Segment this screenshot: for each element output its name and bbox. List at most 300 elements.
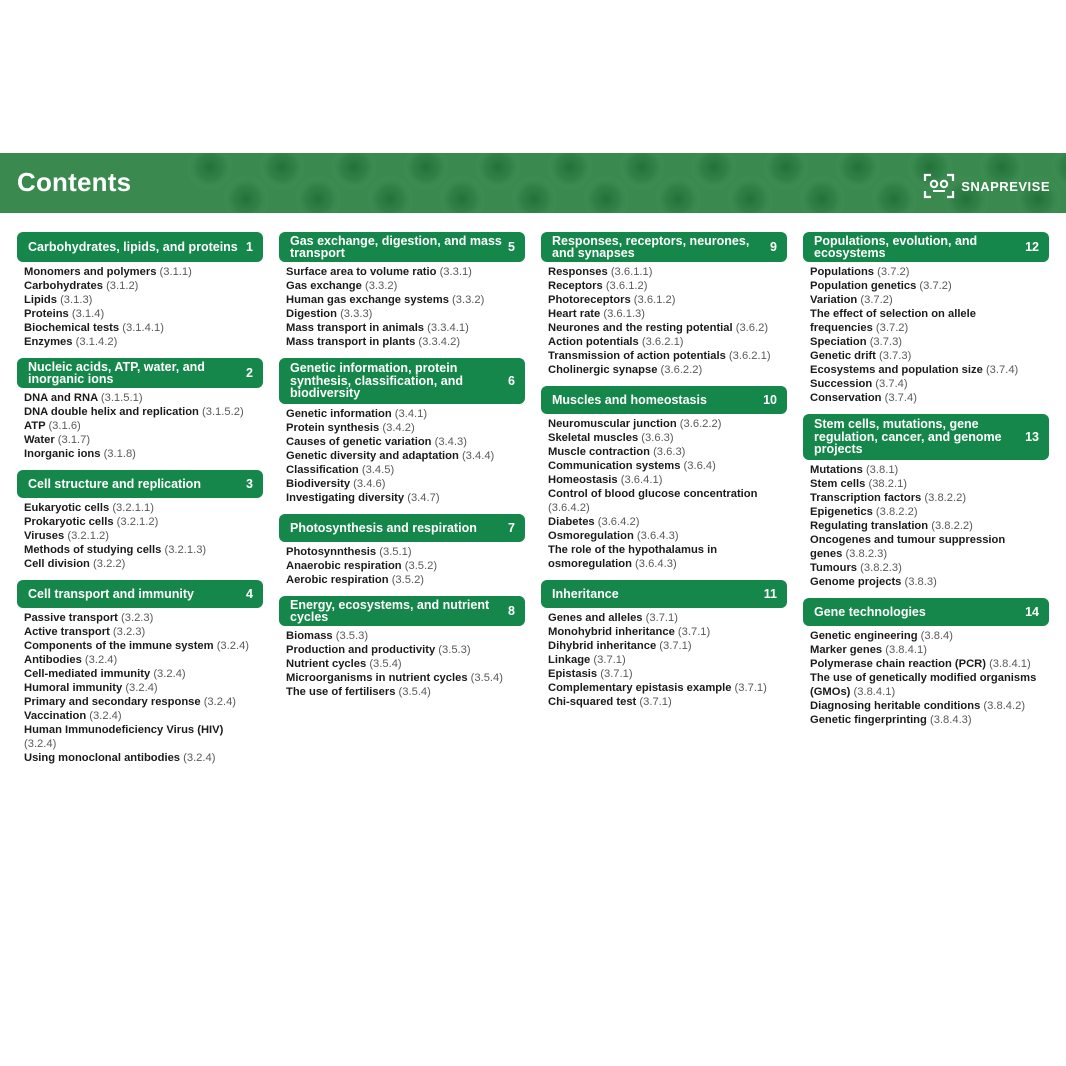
topic-list-item[interactable]: [548, 363, 787, 377]
topic-name: Chi-squared test: [548, 696, 637, 708]
topic-list-item[interactable]: [810, 713, 1049, 727]
topic-list-item[interactable]: [24, 625, 263, 639]
topic-name: ATP: [24, 420, 46, 432]
topic-list-item[interactable]: [24, 307, 263, 321]
spec-reference: (3.8.1): [865, 464, 899, 476]
spec-reference: (3.2.3): [112, 626, 146, 638]
topic-list-item[interactable]: [286, 421, 525, 435]
topic-name: Surface area to volume ratio: [286, 266, 437, 278]
spec-reference: (3.4.7): [407, 492, 440, 504]
topic-list-item[interactable]: [286, 477, 525, 491]
spec-reference: (3.5.4): [470, 672, 503, 684]
topic-name: Aerobic respiration: [286, 574, 389, 586]
spec-reference: (3.7.1): [600, 668, 633, 680]
topic-name: Vaccination: [24, 710, 87, 722]
chapter-title: Gene technologies: [814, 604, 926, 619]
spec-reference: (3.8.2.3): [845, 548, 888, 560]
topic-list-item[interactable]: [286, 435, 525, 449]
chapter-page-number: 7: [508, 521, 515, 535]
topic-list-item[interactable]: [286, 463, 525, 477]
chapter-header[interactable]: [803, 414, 1049, 460]
page-title: Contents: [17, 167, 132, 197]
contents-column-1: [17, 232, 263, 774]
spec-reference: (3.3.4.2): [418, 336, 461, 348]
chapter-page-number: 5: [508, 240, 515, 254]
topic-name: Methods of studying cells: [24, 544, 162, 556]
spec-reference: (3.6.1.3): [603, 308, 646, 320]
topic-name: Skeletal muscles: [548, 432, 639, 444]
chapter-title: Gas exchange, digestion, and mass transport: [290, 233, 502, 260]
topic-name: Epigenetics: [810, 506, 873, 518]
topic-name: Communication systems: [548, 460, 681, 472]
topic-name: Ecosystems and population size: [810, 364, 983, 376]
spec-reference: (3.7.1): [645, 612, 678, 624]
topic-name: Water: [24, 434, 55, 446]
topic-list-item[interactable]: [286, 629, 525, 643]
topic-name: Eukaryotic cells: [24, 502, 110, 514]
topic-name: Diabetes: [548, 516, 595, 528]
spec-reference: (3.8.2.3): [860, 562, 902, 574]
topic-list-item[interactable]: [286, 279, 525, 293]
chapter-page-number: 12: [1025, 240, 1039, 254]
topic-list-item[interactable]: [548, 265, 787, 279]
topic-list: [803, 629, 1049, 727]
spec-reference: (3.4.3): [434, 436, 467, 448]
topic-list: [541, 265, 787, 377]
topic-name: Stem cells: [810, 478, 866, 490]
topic-list-item[interactable]: [548, 279, 787, 293]
topic-name: Populations: [810, 266, 875, 278]
dot-pattern-decoration: [0, 153, 1066, 213]
topic-list-item[interactable]: [24, 265, 263, 279]
topic-list-item[interactable]: [24, 751, 263, 765]
topic-name: Homeostasis: [548, 474, 618, 486]
spec-reference: (3.6.2.2): [679, 418, 722, 430]
chapter-page-number: 6: [508, 374, 515, 388]
topic-list-item[interactable]: [286, 449, 525, 463]
topic-name: Mass transport in animals: [286, 322, 425, 334]
snaprevise-logo: [923, 173, 1050, 199]
topic-name: Responses: [548, 266, 608, 278]
topic-list-item[interactable]: [548, 335, 787, 349]
spec-reference: (3.7.2): [875, 322, 909, 334]
chapter-page-number: 2: [246, 366, 253, 380]
topic-list-item[interactable]: [548, 307, 787, 321]
chapter-page-number: 14: [1025, 605, 1039, 619]
topic-name: Digestion: [286, 308, 337, 320]
topic-name: Regulating translation: [810, 520, 929, 532]
chapter-section: [803, 414, 1049, 589]
topic-list-item[interactable]: [24, 433, 263, 447]
spec-reference: (3.7.1): [659, 640, 692, 652]
spec-reference: (3.6.4.2): [548, 502, 590, 514]
topic-list-item[interactable]: [286, 671, 514, 685]
spec-reference: (3.7.1): [593, 654, 626, 666]
topic-list-item[interactable]: [286, 685, 525, 699]
topic-list-item[interactable]: [548, 695, 787, 709]
chapter-section: [803, 232, 1049, 405]
topic-list-item[interactable]: [24, 321, 263, 335]
chapter-header[interactable]: [279, 596, 525, 626]
chapter-title: Cell structure and replication: [28, 476, 201, 491]
topic-list-item[interactable]: [548, 529, 787, 543]
topic-list: [17, 611, 263, 765]
spec-reference: (3.2.3): [121, 612, 154, 624]
topic-list: [279, 407, 525, 505]
chapter-header[interactable]: [279, 232, 525, 262]
spec-reference: (3.3.3): [340, 308, 373, 320]
chapter-section: [279, 596, 525, 699]
spec-reference: (3.6.2.1): [728, 350, 771, 362]
spec-reference: (3.7.1): [677, 626, 711, 638]
spec-reference: (3.6.1.2): [605, 280, 648, 292]
chapter-header[interactable]: [17, 580, 263, 608]
topic-name: Cholinergic synapse: [548, 364, 658, 376]
topic-list-item[interactable]: [810, 363, 1049, 377]
topic-list-item[interactable]: [286, 307, 525, 321]
chapter-section: [803, 598, 1049, 727]
topic-list-item[interactable]: [24, 293, 263, 307]
topic-name: Osmoregulation: [548, 530, 634, 542]
topic-list-item[interactable]: [24, 695, 263, 709]
spec-reference: (3.1.5.1): [100, 392, 143, 404]
topic-name: Gas exchange: [286, 280, 362, 292]
spec-reference: (3.1.8): [103, 448, 136, 460]
topic-list-item[interactable]: [810, 533, 1038, 561]
spec-reference: (3.1.4.1): [122, 322, 164, 334]
topic-list-item[interactable]: [286, 657, 525, 671]
topic-name: Diagnosing heritable conditions: [810, 700, 981, 712]
topic-list-item[interactable]: [810, 699, 1038, 713]
topic-list-item[interactable]: [548, 653, 787, 667]
topic-name: Action potentials: [548, 336, 639, 348]
spec-reference: (3.7.4): [985, 364, 1019, 376]
topic-list-item[interactable]: [548, 487, 776, 515]
spec-reference: (3.8.2.2): [924, 492, 967, 504]
chapter-page-number: 1: [246, 240, 253, 254]
topic-list-item[interactable]: [24, 639, 263, 653]
spec-reference: (3.2.4): [24, 738, 57, 750]
topic-list-item[interactable]: [810, 265, 1049, 279]
spec-reference: (3.3.2): [452, 294, 485, 306]
topic-list-item[interactable]: [286, 321, 525, 335]
topic-name: Primary and secondary response: [24, 696, 201, 708]
chapter-header[interactable]: [541, 386, 787, 414]
spec-reference: (3.5.4): [369, 658, 402, 670]
topic-list-item[interactable]: [24, 653, 263, 667]
topic-list-item[interactable]: [810, 335, 1049, 349]
chapter-title: Cell transport and immunity: [28, 586, 194, 601]
contents-column-4: [803, 232, 1049, 736]
spec-reference: (3.8.4.2): [983, 700, 1026, 712]
chapter-section: [279, 232, 525, 349]
chapter-title: Muscles and homeostasis: [552, 392, 707, 407]
chapter-section: [541, 580, 787, 709]
topic-name: Cell-mediated immunity: [24, 668, 151, 680]
topic-name: Lipids: [24, 294, 57, 306]
spec-reference: (3.6.1.1): [610, 266, 653, 278]
topic-list-item[interactable]: [810, 519, 1049, 533]
topic-name: The use of genetically modified organisms (GMOs): [810, 672, 1037, 698]
topic-list-item[interactable]: [548, 459, 787, 473]
spec-reference: (3.2.2): [93, 558, 126, 570]
contents-column-3: [541, 232, 787, 718]
topic-name: Viruses: [24, 530, 65, 542]
spec-reference: (3.7.4): [875, 378, 908, 390]
spec-reference: (3.4.2): [382, 422, 415, 434]
spec-reference: (3.8.4.3): [929, 714, 972, 726]
topic-list-item[interactable]: [810, 279, 1049, 293]
chapter-section: [541, 386, 787, 571]
robot-face-icon: [923, 173, 955, 199]
topic-name: Prokaryotic cells: [24, 516, 114, 528]
topic-list: [803, 265, 1049, 405]
chapter-title: Nucleic acids, ATP, water, and inorganic ions: [28, 359, 205, 386]
topic-list-item[interactable]: [810, 491, 1049, 505]
topic-list-item[interactable]: [810, 643, 1049, 657]
topic-name: Genetic diversity and adaptation: [286, 450, 459, 462]
topic-name: Control of blood glucose concentration: [548, 488, 758, 500]
spec-reference: (3.8.2.2): [875, 506, 918, 518]
spec-reference: (3.7.3): [879, 350, 912, 362]
chapter-title: Carbohydrates, lipids, and proteins: [28, 239, 238, 254]
spec-reference: (3.7.2): [877, 266, 910, 278]
topic-name: Monomers and polymers: [24, 266, 157, 278]
topic-name: Marker genes: [810, 644, 883, 656]
spec-reference: (3.6.4.3): [635, 558, 677, 570]
topic-list-item[interactable]: [24, 557, 263, 571]
chapter-page-number: 11: [763, 587, 777, 601]
chapter-header[interactable]: [17, 358, 263, 388]
chapter-header[interactable]: [279, 358, 525, 404]
topic-name: Cell division: [24, 558, 90, 570]
topic-name: Conservation: [810, 392, 882, 404]
topic-list: [279, 545, 525, 587]
spec-reference: (3.8.4): [920, 630, 954, 642]
topic-name: Passive transport: [24, 612, 118, 624]
topic-list-item[interactable]: [286, 265, 525, 279]
topic-name: Components of the immune system: [24, 640, 214, 652]
topic-name: Polymerase chain reaction (PCR): [810, 658, 986, 670]
topic-list-item[interactable]: [24, 529, 263, 543]
spec-reference: (3.1.2): [106, 280, 139, 292]
spec-reference: (3.8.2.2): [931, 520, 973, 532]
spec-reference: (3.3.2): [364, 280, 398, 292]
topic-list: [17, 391, 263, 461]
spec-reference: (3.2.4): [84, 654, 118, 666]
spec-reference: (3.2.1.2): [67, 530, 110, 542]
topic-name: The effect of selection on allele frequencies: [810, 308, 976, 334]
topic-list-item[interactable]: [548, 515, 787, 529]
spec-reference: (3.3.1): [439, 266, 472, 278]
topic-list-item[interactable]: [810, 463, 1049, 477]
topic-list-item[interactable]: [24, 335, 263, 349]
chapter-section: [17, 470, 263, 571]
chapter-page-number: 8: [508, 604, 515, 618]
topic-list: [17, 265, 263, 349]
topic-list-item[interactable]: [810, 561, 1049, 575]
topic-list-item[interactable]: [24, 501, 263, 515]
topic-list-item[interactable]: [24, 391, 263, 405]
contents-column-2: [279, 232, 525, 708]
topic-list-item[interactable]: [24, 419, 263, 433]
chapter-page-number: 13: [1025, 430, 1039, 444]
topic-list-item[interactable]: [24, 709, 263, 723]
topic-list-item[interactable]: [24, 543, 263, 557]
topic-list-item[interactable]: [810, 629, 1049, 643]
topic-name: Causes of genetic variation: [286, 436, 432, 448]
topic-name: The use of fertilisers: [286, 686, 396, 698]
topic-list-item[interactable]: [548, 681, 787, 695]
topic-list-item[interactable]: [810, 505, 1049, 519]
topic-list-item[interactable]: [24, 279, 263, 293]
topic-list-item[interactable]: [548, 293, 787, 307]
topic-list-item[interactable]: [810, 293, 1049, 307]
topic-name: Genetic fingerprinting: [810, 714, 927, 726]
topic-name: Human Immunodeficiency Virus (HIV): [24, 724, 224, 736]
chapter-page-number: 3: [246, 477, 253, 491]
chapter-header[interactable]: [803, 598, 1049, 626]
topic-name: Classification: [286, 464, 359, 476]
topic-list-item[interactable]: [548, 543, 776, 571]
header-banner: [0, 153, 1066, 213]
topic-name: Antibodies: [24, 654, 82, 666]
topic-list-item[interactable]: [24, 515, 263, 529]
spec-reference: (3.2.4): [153, 668, 186, 680]
topic-list-item[interactable]: [548, 667, 787, 681]
topic-name: Carbohydrates: [24, 280, 103, 292]
chapter-section: [541, 232, 787, 377]
topic-name: Proteins: [24, 308, 69, 320]
topic-name: Mass transport in plants: [286, 336, 416, 348]
spec-reference: (3.8.4.1): [885, 644, 927, 656]
spec-reference: (3.6.2.1): [641, 336, 684, 348]
topic-name: Mutations: [810, 464, 863, 476]
topic-list-item[interactable]: [286, 407, 525, 421]
topic-list-item[interactable]: [286, 573, 525, 587]
topic-name: Oncogenes and tumour suppression genes: [810, 534, 1006, 560]
chapter-title: Stem cells, mutations, gene regulation, cancer, and genome projects: [814, 417, 1002, 457]
chapter-section: [17, 580, 263, 765]
topic-list-item[interactable]: [548, 473, 787, 487]
spec-reference: (3.5.3): [335, 630, 369, 642]
topic-name: Anaerobic respiration: [286, 560, 402, 572]
chapter-section: [279, 358, 525, 505]
chapter-header[interactable]: [17, 470, 263, 498]
topic-list-item[interactable]: [286, 335, 525, 349]
topic-name: Variation: [810, 294, 858, 306]
chapter-header[interactable]: [541, 232, 787, 262]
topic-list-item[interactable]: [548, 431, 787, 445]
chapter-page-number: 10: [763, 393, 777, 407]
spec-reference: (3.5.4): [398, 686, 431, 698]
topic-list-item[interactable]: [24, 447, 263, 461]
chapter-header[interactable]: [17, 232, 263, 262]
topic-list-item[interactable]: [548, 321, 776, 335]
topic-list-item[interactable]: [548, 611, 787, 625]
topic-name: Genetic information: [286, 408, 392, 420]
topic-list-item[interactable]: [810, 349, 1049, 363]
chapter-header[interactable]: [803, 232, 1049, 262]
spec-reference: (3.8.3): [904, 576, 937, 588]
topic-list-item[interactable]: [810, 307, 1038, 335]
spec-reference: (3.6.1.2): [633, 294, 676, 306]
topic-list-item[interactable]: [286, 559, 525, 573]
topic-list-item[interactable]: [548, 639, 787, 653]
topic-list-item[interactable]: [286, 545, 525, 559]
topic-list-item[interactable]: [548, 445, 787, 459]
spec-reference: (3.7.2): [919, 280, 952, 292]
topic-list-item[interactable]: [810, 477, 1049, 491]
topic-name: Muscle contraction: [548, 446, 650, 458]
topic-name: Speciation: [810, 336, 867, 348]
chapter-header[interactable]: [279, 514, 525, 542]
spec-reference: (3.2.1.1): [112, 502, 154, 514]
spec-reference: (3.2.1.2): [116, 516, 159, 528]
topic-name: Transcription factors: [810, 492, 922, 504]
topic-name: Complementary epistasis example: [548, 682, 732, 694]
topic-name: Neuromuscular junction: [548, 418, 677, 430]
spec-reference: (3.6.2): [735, 322, 769, 334]
spec-reference: (3.1.4): [71, 308, 105, 320]
topic-list-item[interactable]: [810, 575, 1049, 589]
spec-reference: (3.8.4.1): [853, 686, 896, 698]
spec-reference: (3.1.6): [48, 420, 81, 432]
topic-list-item[interactable]: [548, 417, 787, 431]
spec-reference: (3.7.1): [639, 696, 672, 708]
topic-name: Neurones and the resting potential: [548, 322, 733, 334]
topic-list-item[interactable]: [24, 611, 263, 625]
spec-reference: (3.7.1): [734, 682, 767, 694]
spec-reference: (3.1.7): [57, 434, 91, 446]
topic-name: Human gas exchange systems: [286, 294, 449, 306]
topic-list-item[interactable]: [24, 723, 252, 751]
topic-name: Genetic drift: [810, 350, 876, 362]
spec-reference: (3.3.4.1): [427, 322, 469, 334]
chapter-header[interactable]: [541, 580, 787, 608]
chapter-title: Genetic information, protein synthesis, classification, and biodiversity: [290, 361, 463, 401]
topic-list-item[interactable]: [24, 405, 252, 419]
topic-name: Linkage: [548, 654, 591, 666]
topic-list: [17, 501, 263, 571]
topic-list-item[interactable]: [286, 643, 525, 657]
spec-reference: (3.2.4): [89, 710, 122, 722]
topic-list-item[interactable]: [810, 657, 1038, 671]
topic-list-item[interactable]: [24, 667, 263, 681]
topic-name: Dihybrid inheritance: [548, 640, 657, 652]
chapter-section: [279, 514, 525, 587]
spec-reference: (3.1.4.2): [75, 336, 118, 348]
topic-list-item[interactable]: [810, 671, 1038, 699]
topic-name: Biodiversity: [286, 478, 351, 490]
spec-reference: (38.2.1): [868, 478, 908, 490]
topic-list-item[interactable]: [548, 625, 787, 639]
spec-reference: (3.1.5.2): [202, 406, 244, 418]
topic-name: Transmission of action potentials: [548, 350, 726, 362]
topic-list-item[interactable]: [810, 391, 1049, 405]
topic-name: Epistasis: [548, 668, 598, 680]
topic-list-item[interactable]: [810, 377, 1049, 391]
topic-list: [803, 463, 1049, 589]
topic-list-item[interactable]: [24, 681, 263, 695]
spec-reference: (3.2.4): [203, 696, 237, 708]
spec-reference: (3.2.1.3): [164, 544, 207, 556]
topic-list-item[interactable]: [286, 491, 525, 505]
topic-list-item[interactable]: [548, 349, 776, 363]
spec-reference: (3.4.4): [461, 450, 495, 462]
topic-list-item[interactable]: [286, 293, 525, 307]
spec-reference: (3.4.5): [361, 464, 395, 476]
